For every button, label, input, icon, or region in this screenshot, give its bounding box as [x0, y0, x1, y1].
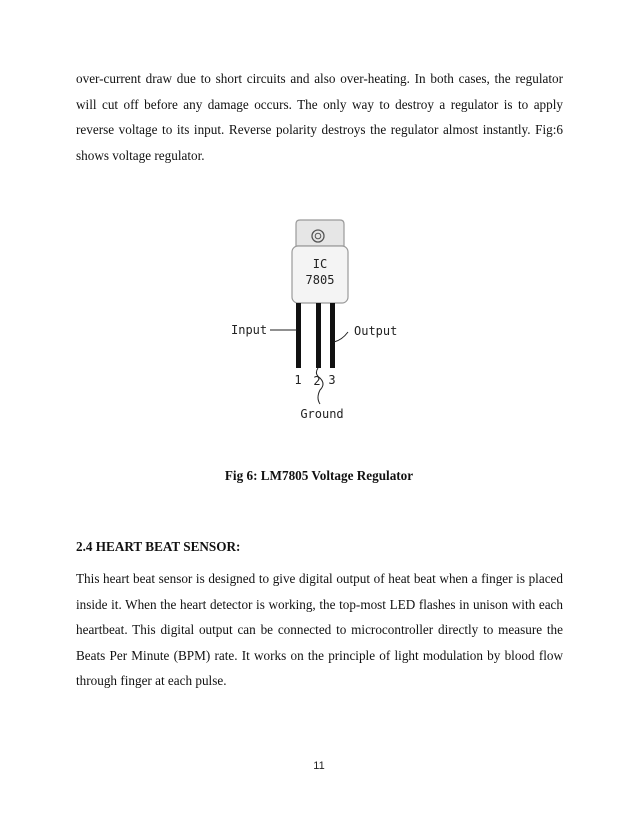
- output-leader-line: [334, 332, 348, 342]
- section-heading: 2.4 HEART BEAT SENSOR:: [76, 539, 241, 554]
- pin-3-lead: [330, 303, 335, 368]
- chip-label-part: 7805: [305, 273, 335, 287]
- label-input: Input: [231, 323, 268, 337]
- pin-1-lead: [296, 303, 301, 368]
- paragraph-regulator-protection: over-current draw due to short circuits and also over-heating. In both cases, the regulator will cut off before any damage occurs. The only way to destroy a regulator is to apply reverse voltage to its input. Reverse polarity destroys the regulator almost instantly. Fig:6 shows voltage regulator.: [76, 71, 563, 163]
- pin-number-1: 1: [294, 373, 302, 387]
- pin-number-3: 3: [328, 373, 336, 387]
- pin-number-2: 2: [313, 374, 321, 388]
- label-ground: Ground: [300, 407, 344, 421]
- chip-label-ic: IC: [312, 257, 328, 271]
- figure-caption: Fig 6: LM7805 Voltage Regulator: [224, 468, 414, 483]
- paragraph-heart-beat-sensor: This heart beat sensor is designed to give digital output of heat beat when a finger is placed inside it. When the heart detector is working, the top-most LED flashes in unison with each heartbeat. This digital output can be connected to microcontroller directly to measure the Beats Per Minute (BPM) rate. It works on the principle of light modulation by blood flow through finger at each pulse.: [76, 571, 563, 688]
- page-number: 11: [313, 760, 325, 772]
- voltage-regulator-figure: [220, 218, 420, 430]
- label-output: Output: [354, 324, 398, 338]
- pin-2-lead: [316, 303, 321, 368]
